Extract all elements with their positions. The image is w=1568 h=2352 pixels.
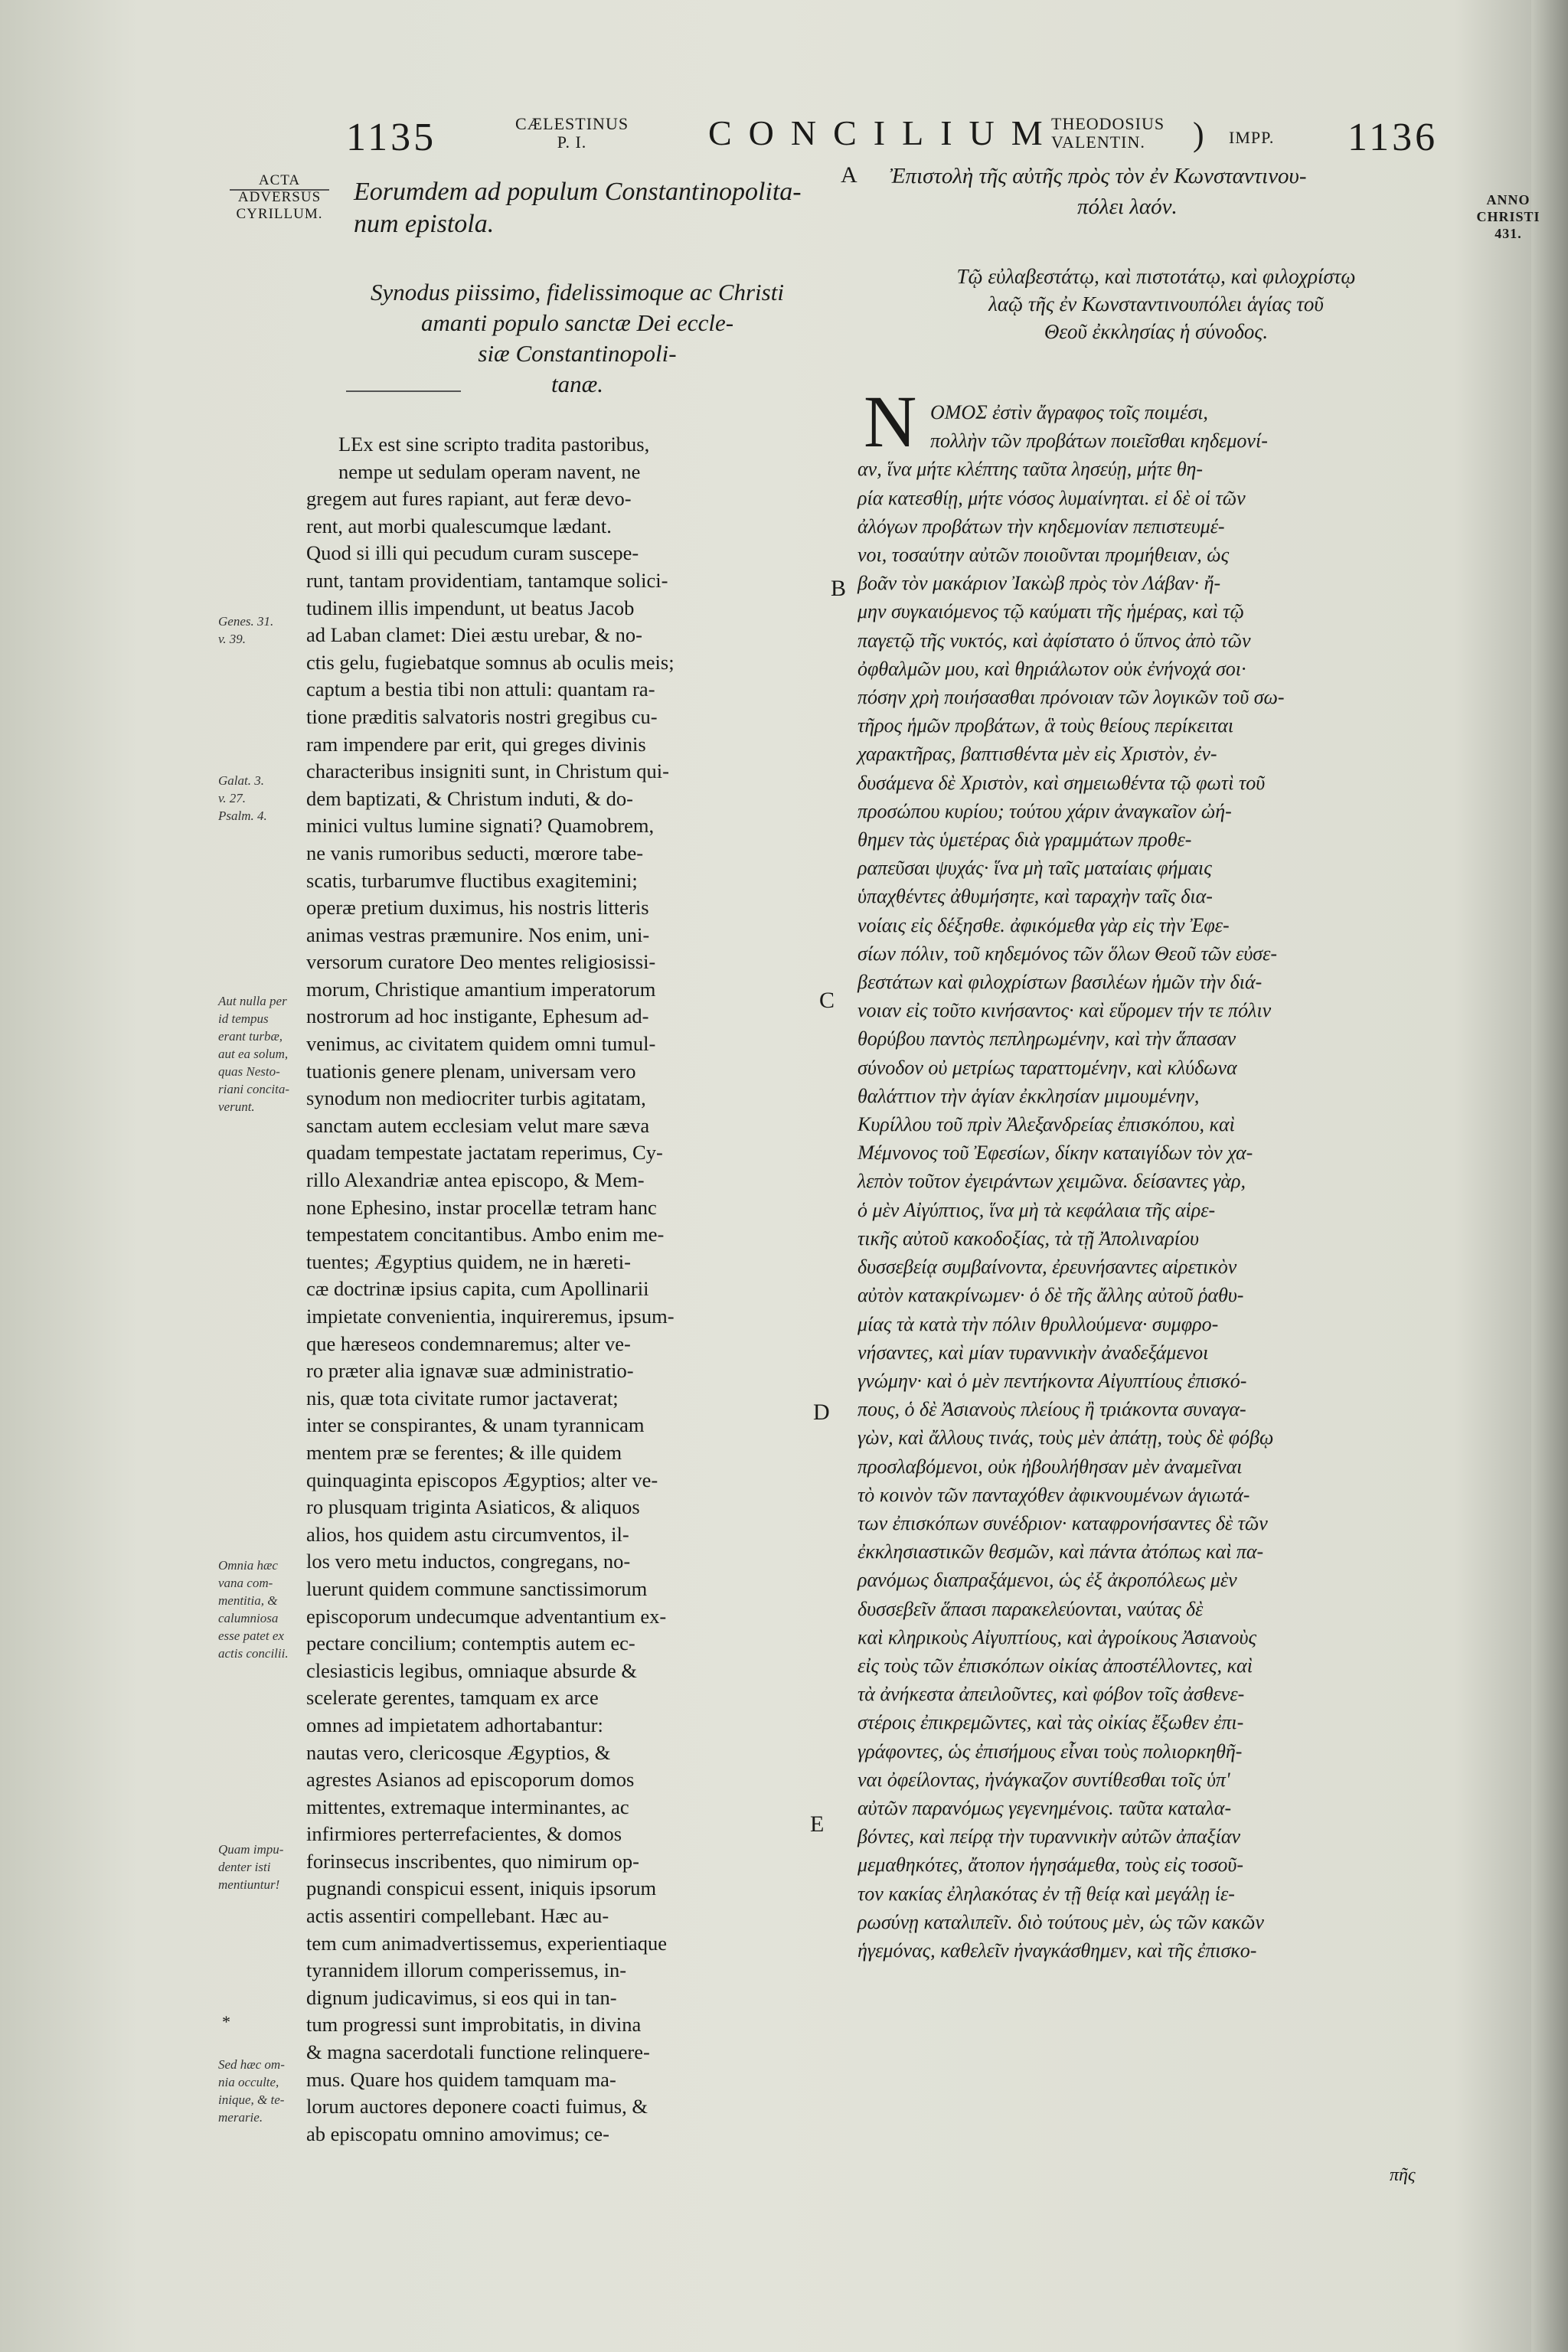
pope-name-line: CÆLESTINUS bbox=[514, 114, 629, 133]
margin-anno-label bbox=[1470, 191, 1547, 242]
latin-text-line: runt, tantam providentiam, tantamque solici- bbox=[306, 568, 668, 592]
margin-note-turbae bbox=[218, 992, 289, 1116]
latin-text-line: operæ pretium duximus, his nostris litteris bbox=[306, 896, 649, 920]
greek-title-line: πόλει λαόν. bbox=[1077, 194, 1178, 219]
latin-text-line: ram impendere par erit, qui greges divinis bbox=[306, 732, 646, 756]
note-line: aut ea solum, bbox=[218, 1047, 289, 1061]
latin-salutation bbox=[335, 277, 819, 400]
greek-text-line: ὑπαχθέντες ἀθυμήσητε, καὶ ταραχὴν ταῖς δια- bbox=[858, 885, 1213, 908]
greek-text-line: ναι ὀφείλοντας, ἠνάγκαζον συντίθεσθαι τοῖς ὑπ' bbox=[858, 1768, 1230, 1791]
greek-text-line: Μέμνονος τοῦ Ἐφεσίων, δίκην καταιγίδων τὸν χα- bbox=[858, 1142, 1253, 1165]
greek-salutation bbox=[861, 263, 1451, 345]
latin-text-line: scatis, turbarumve fluctibus exagitemini; bbox=[306, 868, 638, 892]
margin-acta-label bbox=[222, 172, 337, 222]
section-letter-d: D bbox=[813, 1400, 830, 1425]
latin-text-line: rillo Alexandriæ antea episcopo, & Mem- bbox=[306, 1168, 645, 1192]
latin-text-line: dignum judicavimus, si eos qui in tan- bbox=[306, 1985, 617, 2009]
greek-text-line: νοίαις εἰς δέξησθε. ἀφικόμεθα γὰρ εἰς τὴν Ἐφε- bbox=[858, 913, 1230, 936]
greek-text-line: βεστάτων καὶ φιλοχρίστων βασιλέων ἡμῶν τὴν διά- bbox=[858, 971, 1263, 994]
greek-text-line: θημεν τὰς ὑμετέρας διὰ γραμμάτων προθε- bbox=[858, 828, 1192, 851]
greek-text-line: λεπὸν τοῦτον ἐγειράντων χειμῶνα. δείσαντες γὰρ, bbox=[858, 1170, 1246, 1193]
greek-text-line: ὀφθαλμῶν μου, καὶ θηριάλωτον οὐκ ἐνήνοχά σοι· bbox=[858, 657, 1246, 680]
section-letter-c: C bbox=[819, 988, 835, 1013]
note-line: Genes. 31. bbox=[218, 614, 274, 629]
note-line: v. 27. bbox=[218, 791, 247, 805]
pope-number: P. I. bbox=[557, 132, 587, 152]
latin-text-line: cæ doctrinæ ipsius capita, cum Apollinarii bbox=[306, 1277, 649, 1301]
greek-text-line: γράφοντες, ὡς ἐπισήμους εἶναι τοὺς πολιορκηθῆ- bbox=[858, 1740, 1243, 1762]
margin-note-sed-haec bbox=[218, 2056, 285, 2126]
latin-text-line: animas vestras præmunire. Nos enim, uni- bbox=[306, 923, 650, 946]
latin-text-line: tuationis genere plenam, universam vero bbox=[306, 1059, 636, 1083]
latin-text-line: characteribus insigniti sunt, in Christum qui- bbox=[306, 760, 669, 783]
latin-salutation-line: siæ Constantinopoli- bbox=[478, 340, 677, 367]
latin-text-line: luerunt quidem commune sanctissimorum bbox=[306, 1576, 648, 1600]
greek-text-line: νοι, τοσαύτην αὐτῶν ποιοῦνται προμήθειαν, ὡς bbox=[858, 544, 1230, 567]
latin-title-line: num epistola. bbox=[354, 210, 495, 238]
greek-text-line: προσλαβόμενοι, οὐκ ἠβουλήθησαν μὲν ἀναμεῖναι bbox=[858, 1455, 1243, 1478]
latin-text-line: dem baptizati, & Christum induti, & do- bbox=[306, 786, 633, 810]
note-line: riani concita- bbox=[218, 1082, 290, 1096]
greek-text-line: βόντες, καὶ πείρᾳ τὴν τυραννικὴν αὐτῶν ἀπαξίαν bbox=[858, 1825, 1241, 1848]
anno-line: CHRISTI bbox=[1476, 209, 1540, 224]
note-line: mentitia, & bbox=[218, 1593, 278, 1608]
latin-text-line: mentem præ se ferentes; & ille quidem bbox=[306, 1440, 622, 1464]
latin-text-line: venimus, ac civitatem quidem omni tumul- bbox=[306, 1032, 656, 1056]
greek-text-line: αὐτῶν παρανόμως γεγενημένοις. ταῦτα καταλα- bbox=[858, 1796, 1232, 1819]
greek-text-line: ἀλόγων προβάτων τὴν κηδεμονίαν πεπιστευμέ- bbox=[858, 514, 1225, 537]
latin-text-line: pugnandi conspicui essent, iniquis ipsorum bbox=[306, 1877, 657, 1900]
latin-text-line: ro plusquam triginta Asiaticos, & aliquos bbox=[306, 1495, 640, 1519]
latin-text-line: mus. Quare hos quidem tamquam ma- bbox=[306, 2067, 616, 2091]
latin-salutation-line: Synodus piissimo, fidelissimoque ac Christi bbox=[371, 279, 784, 305]
pope-name bbox=[507, 115, 637, 152]
latin-text-line: sanctam autem ecclesiam velut mare sæva bbox=[306, 1113, 650, 1137]
note-line: Psalm. 4. bbox=[218, 808, 267, 823]
greek-text-line: ΟΜΟΣ ἐστὶν ἄγραφος τοῖς ποιμέσι, bbox=[930, 401, 1208, 423]
latin-text-line: rent, aut morbi qualescumque lædant. bbox=[306, 514, 612, 537]
emperor-names bbox=[1051, 115, 1165, 152]
latin-text-line: nautas vero, clericosque Ægyptios, & bbox=[306, 1740, 611, 1764]
latin-text-line: mittentes, extremaque interminantes, ac bbox=[306, 1795, 629, 1818]
greek-text-line: αν, ἵνα μήτε κλέπτης ταῦτα λησεύῃ, μήτε θη- bbox=[858, 458, 1204, 481]
latin-text-line: pectare concilium; contemptis autem ec- bbox=[306, 1632, 635, 1655]
latin-text-line: Quod si illi qui pecudum curam suscepe- bbox=[306, 541, 639, 565]
latin-text-line: versorum curatore Deo mentes religiosissi- bbox=[306, 950, 656, 974]
latin-text-line: none Ephesino, instar procellæ tetram hanc bbox=[306, 1195, 657, 1219]
latin-text-line: infirmiores perterrefacientes, & domos bbox=[306, 1822, 622, 1846]
latin-text-line: inter se conspirantes, & unam tyrannicam bbox=[306, 1413, 645, 1437]
greek-text-line: γνώμην· καὶ ὁ μὲν πεντήκοντα Αἰγυπτίους ἐπισκό- bbox=[858, 1369, 1247, 1392]
note-line: Galat. 3. bbox=[218, 773, 264, 788]
latin-text-line: tem cum animadvertissemus, experientiaque bbox=[306, 1931, 667, 1955]
greek-text-line: ρία κατεσθίῃ, μήτε νόσος λυμαίνηται. εἰ δὲ οἱ τῶν bbox=[858, 486, 1246, 509]
latin-text-line: los vero metu inductos, congregans, no- bbox=[306, 1550, 631, 1573]
latin-text-line: scelerate gerentes, tamquam ex arce bbox=[306, 1686, 599, 1710]
latin-text-line: tuentes; Ægyptius quidem, ne in hæreti- bbox=[306, 1250, 631, 1273]
greek-text-line: πολλὴν τῶν προβάτων ποιεῖσθαι κηδεμονί- bbox=[930, 430, 1268, 452]
greek-salutation-line: Θεοῦ ἐκκλησίας ἡ σύνοδος. bbox=[1044, 320, 1269, 343]
latin-text-line: tum progressi sunt improbitatis, in divina bbox=[306, 2013, 642, 2037]
greek-salutation-line: Τῷ εὐλαβεστάτῳ, καὶ πιστοτάτῳ, καὶ φιλοχρίστῳ bbox=[956, 265, 1356, 288]
greek-text-line: ὁ μὲν Αἰγύπτιος, ἵνα μὴ τὰ κεφάλαια τῆς αἱρε- bbox=[858, 1198, 1216, 1221]
emperor-line-1: THEODOSIUS bbox=[1051, 114, 1165, 133]
latin-text-line: alios, hos quidem astu circumventos, il- bbox=[306, 1522, 629, 1546]
greek-text-line: τὰ ἀνήκεστα ἀπειλοῦντες, καὶ φόβον τοῖς ἀσθενε- bbox=[858, 1683, 1245, 1706]
greek-text-line: σύνοδον οὐ μετρίως ταραττομένην, καὶ κλύδωνα bbox=[858, 1056, 1237, 1079]
greek-text-line: πόσην χρὴ ποιήσασθαι πρόνοιαν τῶν λογικῶν τοῦ σω- bbox=[858, 686, 1285, 709]
latin-text-line: ab episcopatu omnino amovimus; ce- bbox=[306, 2122, 609, 2145]
book-gutter bbox=[1531, 0, 1568, 2352]
greek-text-line: σίων πόλιν, τοῦ κηδεμόνος τῶν ὅλων Θεοῦ τῶν εὐσε- bbox=[858, 942, 1278, 965]
greek-text-line: μεμαθηκότες, ἄτοπον ἡγησάμεθα, τοὺς εἰς τοσοῦ- bbox=[858, 1854, 1244, 1877]
greek-text-line: πους, ὁ δὲ Ἀσιανοὺς πλείους ἢ τριάκοντα συναγα- bbox=[858, 1398, 1246, 1421]
page-number-left: 1135 bbox=[346, 116, 437, 159]
greek-text-line: ρανόμως διαπραξάμενοι, ὡς ἐξ ἀκροπόλεως μὲν bbox=[858, 1569, 1237, 1592]
greek-text-line: βοᾶν τὸν μακάριον Ἰακὼβ πρὸς τὸν Λάβαν· ἤ- bbox=[858, 572, 1221, 595]
anno-line: ANNO bbox=[1486, 192, 1530, 207]
note-line: quas Nesto- bbox=[218, 1064, 280, 1079]
greek-body bbox=[858, 398, 1462, 1965]
greek-text-line: θορύβου παντὸς πεπληρωμένην, καὶ τὴν ἅπασαν bbox=[858, 1027, 1236, 1050]
section-letter-b: B bbox=[831, 576, 847, 601]
latin-text-line: tempestatem concitantibus. Ambo enim me- bbox=[306, 1223, 665, 1246]
greek-text-line: ραπεῦσαι ψυχάς· ἵνα μὴ ταῖς ματαίαις φήμαις bbox=[858, 857, 1212, 880]
latin-text-line: ne vanis rumoribus seducti, mœrore tabe- bbox=[306, 841, 644, 864]
greek-salutation-line: λαῷ τῆς ἐν Κωνσταντινουπόλει ἁγίας τοῦ bbox=[988, 292, 1324, 315]
acta-line: ACTA bbox=[258, 172, 301, 188]
latin-text-line: minici vultus lumine signati? Quamobrem, bbox=[306, 814, 655, 838]
header-brace: ) bbox=[1193, 116, 1204, 153]
acta-line: CYRILLUM. bbox=[236, 206, 323, 222]
greek-text-line: παγετῷ τῆς νυκτός, καὶ ἀφίστατο ὁ ὕπνος ἀπὸ τῶν bbox=[858, 629, 1251, 652]
latin-text-line: & magna sacerdotali functione relinquere- bbox=[306, 2040, 650, 2064]
greek-text-line: εἰς τοὺς τῶν ἐπισκόπων οἰκίας ἀποστέλλοντες, καὶ bbox=[858, 1654, 1253, 1677]
note-line: vana com- bbox=[218, 1576, 273, 1590]
greek-text-line: ἐκκλησιαστικῶν θεσμῶν, καὶ πάντα ἀτόπως καὶ πα- bbox=[858, 1540, 1264, 1563]
margin-note-galatians bbox=[218, 772, 267, 825]
latin-text-line: synodum non mediocriter turbis agitatam, bbox=[306, 1086, 646, 1110]
section-letter-a: A bbox=[841, 162, 858, 188]
margin-note-genesis bbox=[218, 612, 273, 648]
greek-text-line: προσώπου κυρίου; τούτου χάριν ἀναγκαῖον ὠή- bbox=[858, 799, 1232, 822]
note-line: erant turbæ, bbox=[218, 1029, 283, 1044]
greek-text-line: δυσσεβεῖν ἅπασι παρακελεύονται, ναύτας δὲ bbox=[858, 1597, 1204, 1620]
greek-text-line: ρωσύνῃ καταλιπεῖν. διὸ τούτους μὲν, ὡς τῶν κακῶν bbox=[858, 1910, 1264, 1933]
note-line: denter isti bbox=[218, 1860, 271, 1874]
latin-text-line: ctis gelu, fugiebatque somnus ab oculis meis; bbox=[306, 650, 675, 674]
note-line: Aut nulla per bbox=[218, 994, 287, 1008]
note-line: mentiuntur! bbox=[218, 1877, 280, 1892]
latin-title-line: Eorumdem ad populum Constantinopolita- bbox=[354, 178, 802, 206]
note-line: Quam impu- bbox=[218, 1842, 284, 1857]
margin-note-impudenter bbox=[218, 1841, 283, 1893]
greek-text-line: χαρακτῆρας, βαπτισθέντα μὲν εἰς Χριστὸν, ἐν- bbox=[858, 743, 1217, 766]
latin-text-line: quadam tempestate jactatam reperimus, Cy- bbox=[306, 1141, 663, 1165]
greek-text-line: δυσσεβείᾳ συμβαίνοντα, ἐρευνήσαντες αἱρετικὸν bbox=[858, 1256, 1237, 1279]
latin-text-line: forinsecus inscribentes, quo nimirum op- bbox=[306, 1849, 639, 1873]
greek-title-line: Ἐπιστολὴ τῆς αὐτῆς πρὸς τὸν ἐν Κωνσταντινου- bbox=[890, 164, 1307, 188]
greek-text-line: τὸ κοινὸν τῶν πανταχόθεν ἀφικνουμένων ἁγιωτά- bbox=[858, 1483, 1250, 1506]
greek-text-line: στέροις ἐπικρεμῶντες, καὶ τὰς οἰκίας ἔξωθεν ἐπι- bbox=[858, 1711, 1244, 1734]
latin-body bbox=[306, 431, 812, 2148]
latin-text-line: quinquaginta episcopos Ægyptios; alter ve- bbox=[306, 1468, 658, 1491]
note-line: inique, & te- bbox=[218, 2092, 285, 2107]
latin-text-line: nis, quæ tota civitate rumor jactaverat; bbox=[306, 1386, 619, 1410]
greek-text-line: τικῆς αὐτοῦ κακοδοξίας, τὰ τῇ Ἀπολιναρίου bbox=[858, 1227, 1199, 1250]
greek-text-line: μίας τὰ κατὰ τὴν πόλιν θρυλλούμενα· συμφρο- bbox=[858, 1312, 1219, 1335]
latin-text-line: ad Laban clamet: Diei æstu urebar, & no- bbox=[306, 623, 642, 647]
note-line: calumniosa bbox=[218, 1611, 279, 1625]
note-line: verunt. bbox=[218, 1099, 255, 1114]
greek-text-line: δυσάμενα δὲ Χριστὸν, καὶ σημειωθέντα τῷ φωτὶ τοῦ bbox=[858, 771, 1266, 794]
latin-text-line: que hæreseos condemnaremus; alter ve- bbox=[306, 1331, 631, 1355]
note-line: nia occulte, bbox=[218, 2075, 279, 2089]
margin-note-omnia bbox=[218, 1557, 289, 1662]
latin-text-line: clesiasticis legibus, omniaque absurde & bbox=[306, 1658, 637, 1682]
latin-text-line: captum a bestia tibi non attuli: quantam ra- bbox=[306, 678, 655, 701]
emperor-line-2: VALENTIN. bbox=[1051, 132, 1145, 152]
section-letter-e: E bbox=[810, 1811, 825, 1837]
greek-text-line: Κυρίλλου τοῦ πρὶν Ἀλεξανδρείας ἐπισκόπου, καὶ bbox=[858, 1113, 1235, 1136]
greek-text-line: νοιαν εἰς τοῦτο κινήσαντος· καὶ εὕρομεν τήν τε πόλιν bbox=[858, 999, 1272, 1022]
latin-title bbox=[354, 176, 813, 240]
greek-title bbox=[890, 161, 1441, 222]
greek-dropcap: N bbox=[864, 381, 917, 462]
latin-text-line: gregem aut fures rapiant, aut feræ devo- bbox=[306, 487, 632, 511]
anno-line: 431. bbox=[1494, 226, 1522, 241]
latin-text-line: tudinem illis impendunt, ut beatus Jacob bbox=[306, 596, 635, 619]
greek-text-line: των ἐπισκόπων συνέδριον· καταφρονήσαντες δὲ τῶν bbox=[858, 1511, 1268, 1534]
latin-text-line: tione præditis salvatoris nostri gregibus cu- bbox=[306, 704, 658, 728]
acta-line: ADVERSUS bbox=[237, 189, 322, 205]
note-line: Sed hæc om- bbox=[218, 2057, 285, 2072]
greek-text-line: ἡγεμόνας, καθελεῖν ἠναγκάσθημεν, καὶ τῆς ἐπισκο- bbox=[858, 1939, 1257, 1962]
latin-text-line: impietate convenientia, inquireremus, ipsum- bbox=[306, 1305, 675, 1328]
margin-star: * bbox=[222, 2012, 230, 2031]
latin-text-line: tyrannidem illorum comperissemus, in- bbox=[306, 1958, 627, 1982]
latin-text-line: actis assentiri compellebant. Hæc au- bbox=[306, 1904, 609, 1928]
note-line: actis concilii. bbox=[218, 1646, 289, 1661]
note-line: Omnia hæc bbox=[218, 1558, 278, 1573]
latin-text-line: morum, Christique amantium imperatorum bbox=[306, 977, 656, 1001]
impp-label: IMPP. bbox=[1229, 128, 1275, 147]
page-number-right: 1136 bbox=[1348, 116, 1439, 159]
greek-text-line: τον κακίας ἐληλακότας ἐν τῇ θείᾳ καὶ μεγάλῃ ἱε- bbox=[858, 1882, 1235, 1905]
greek-text-line: θαλάττιον τὴν ἁγίαν ἐκκλησίαν μιμουμένην, bbox=[858, 1084, 1200, 1107]
latin-text-line: lorum auctores deponere coacti fuimus, & bbox=[306, 2095, 648, 2118]
note-line: esse patet ex bbox=[218, 1628, 284, 1643]
greek-text-line: νήσαντες, καὶ μίαν τυραννικὴν ἀναδεξάμενοι bbox=[858, 1341, 1209, 1364]
latin-text-line: LEx est sine scripto tradita pastoribus, bbox=[338, 433, 650, 456]
note-line: id tempus bbox=[218, 1011, 269, 1026]
catchword: πῆς bbox=[1390, 2165, 1416, 2185]
note-line: v. 39. bbox=[218, 632, 247, 646]
greek-text-line: τῆρος ἡμῶν προβάτων, ἃ τοὺς θείους περίκειται bbox=[858, 714, 1234, 737]
latin-text-line: ro præter alia ignavæ suæ administratio- bbox=[306, 1359, 634, 1383]
greek-text-line: μην συγκαιόμενος τῷ καύματι τῆς ἡμέρας, καὶ τῷ bbox=[858, 600, 1244, 623]
note-line: merarie. bbox=[218, 2110, 263, 2125]
latin-text-line: nempe ut sedulam operam navent, ne bbox=[338, 459, 641, 483]
latin-text-line: nostrorum ad hoc instigante, Ephesum ad- bbox=[306, 1004, 649, 1028]
greek-text-line: αὐτὸν κατακρίνωμεν· ὁ δὲ τῆς ἄλλης αὐτοῦ ῥαθυ- bbox=[858, 1284, 1244, 1307]
running-title: CONCILIUM bbox=[708, 113, 1060, 152]
greek-text-line: καὶ κληρικοὺς Αἰγυπτίους, καὶ ἀγροίκους Ἀσιανοὺς bbox=[858, 1625, 1257, 1648]
latin-text-line: omnes ad impietatem adhortabantur: bbox=[306, 1713, 603, 1736]
greek-text-line: γὼν, καὶ ἄλλους τινάς, τοὺς μὲν ἀπάτῃ, τοὺς δὲ φόβῳ bbox=[858, 1426, 1274, 1449]
latin-text-line: agrestes Asianos ad episcoporum domos bbox=[306, 1768, 635, 1792]
latin-text-line: episcoporum undecumque adventantium ex- bbox=[306, 1604, 667, 1628]
latin-salutation-line: amanti populo sanctæ Dei eccle- bbox=[420, 309, 734, 336]
latin-salutation-line: tanæ. bbox=[550, 371, 604, 397]
